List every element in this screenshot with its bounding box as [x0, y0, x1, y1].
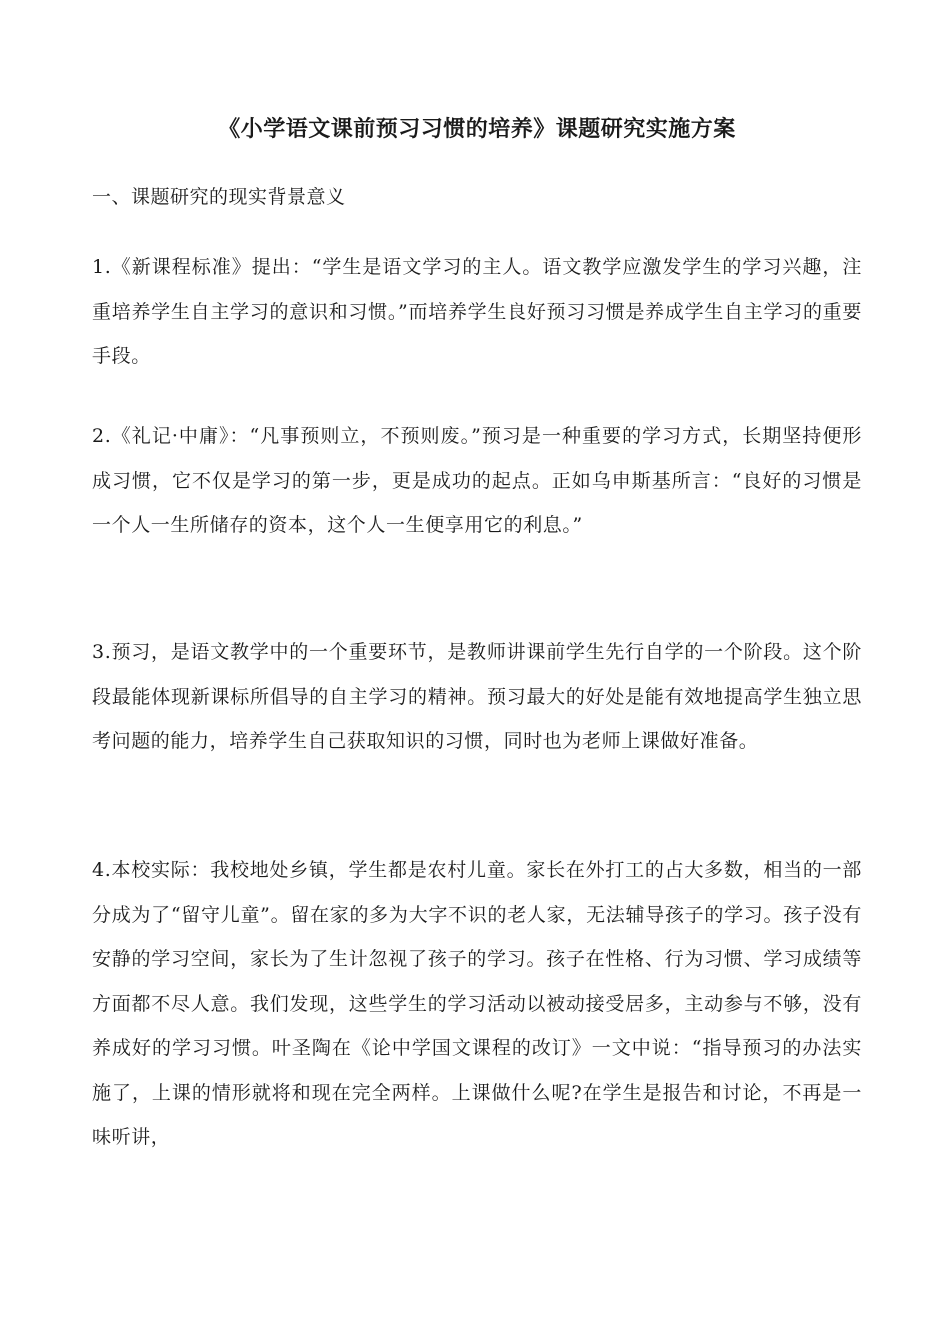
section-heading: 一、课题研究的现实背景意义 [92, 186, 346, 208]
paragraph-2: 2.《礼记·中庸》：“凡事预则立，不预则废。”预习是一种重要的学习方式，长期坚持便形成习惯，它不仅是学习的第一步，更是成功的起点。正如乌申斯基所言：“良好的习惯是一个人一生所储存的资本，这个人一生便享用它的利息。” [92, 425, 862, 536]
paragraph-4: 4.本校实际：我校地处乡镇，学生都是农村儿童。家长在外打工的占大多数，相当的一部分成为了“留守儿童”。留在家的多为大字不识的老人家，无法辅导孩子的学习。孩子没有安静的学习空间，家长为了生计忽视了孩子的学习。孩子在性格、行为习惯、学习成绩等方面都不尽人意。我们发现，这些学生的学习活动以被动接受居多，主动参与不够，没有养成好的学习习惯。叶圣陶在《论中学国文课程的改订》一文中说：“指导预习的办法实施了，上课的情形就将和现在完全两样。上课做什么呢?在学生是报告和讨论，不再是一味听讲， [92, 859, 862, 1148]
document-title: 《小学语文课前预习习惯的培养》课题研究实施方案 [218, 116, 736, 142]
paragraph-3: 3.预习，是语文教学中的一个重要环节，是教师讲课前学生先行自学的一个阶段。这个阶段最能体现新课标所倡导的自主学习的精神。预习最大的好处是能有效地提高学生独立思考问题的能力，培养学生自己获取知识的习惯，同时也为老师上课做好准备。 [92, 641, 862, 752]
paragraph-1: 1.《新课程标准》提出：“学生是语文学习的主人。语文教学应激发学生的学习兴趣，注重培养学生自主学习的意识和习惯。”而培养学生良好预习习惯是养成学生自主学习的重要手段。 [92, 256, 862, 367]
document-page [92, 0, 862, 1344]
